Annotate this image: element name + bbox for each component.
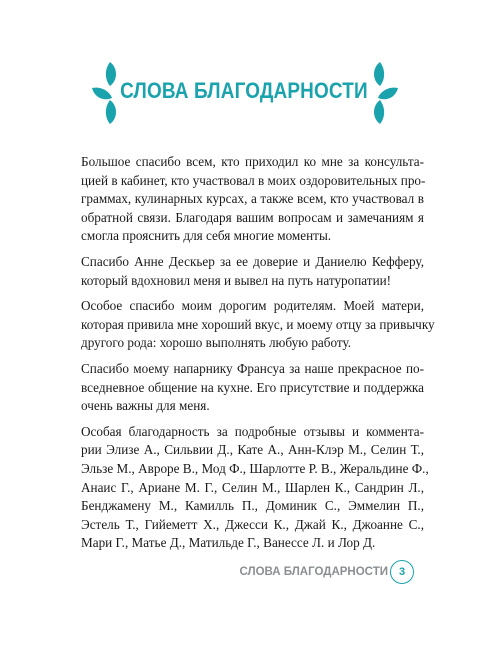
text-line: Анаис Г., Ариане М. Г., Селин М., Шарлен К., Сандрин Л.,	[81, 479, 424, 495]
paragraph	[64, 360, 424, 416]
text-line: Мари Г., Матье Д., Матильде Г., Ванессе Л. и Лор Д.	[81, 535, 376, 551]
text-line: граммах, кулинарных курсах, а также всем, кто участвовал в	[81, 191, 424, 207]
page-title: СЛОВА БЛАГОДАРНОСТИ	[120, 78, 368, 103]
text-line: который вдохновил меня и вывел на путь натуропатии!	[81, 272, 392, 288]
paragraph	[64, 297, 435, 353]
page-footer	[0, 560, 488, 590]
page-number: 3	[390, 560, 414, 584]
text-line: вседневное общение на кухне. Его присутствие и поддержка	[81, 379, 424, 395]
text-line: обратной связи. Благодаря вашим вопросам и замечаниям я	[81, 209, 424, 225]
text-line: Эстель Т., Гийеметт Х., Джесси К., Джай К., Джоанне С.,	[81, 516, 424, 532]
text-line: Эльзе М., Авроре В., Мод Ф., Шарлотте Р. В., Жеральдине Ф.,	[81, 460, 429, 476]
text-line: цией в кабинет, кто участвовал в моих оздоровительных про-	[81, 172, 426, 188]
text-line: Особое спасибо моим дорогим родителям. Моей матери,	[81, 298, 424, 314]
text-line: Бенджамену М., Камилль П., Доминик С., Эммелин П.,	[81, 498, 424, 514]
paragraph	[64, 253, 424, 290]
text-line: Большое спасибо всем, кто приходил ко мне за консульта-	[81, 154, 424, 169]
paragraph	[64, 423, 429, 553]
text-line: смогла прояснить для себя многие моменты.	[81, 228, 332, 244]
text-line: которая привила мне хороший вкус, и моему отцу за привычку	[81, 316, 435, 332]
leaf-sprig-icon	[362, 58, 402, 128]
text-line: очень важны для меня.	[81, 398, 210, 414]
paragraph	[64, 153, 424, 246]
text-line: другого рода: хорошо выполнять любую работу.	[81, 335, 352, 351]
text-line: Спасибо моему напарнику Франсуа за наше прекрасное по-	[81, 360, 424, 376]
text-line: Спасибо Анне Дескьер за ее доверие и Даниелю Кефферу,	[81, 253, 424, 269]
text-line: рии Элизе А., Сильвии Д., Кате А., Анн-Клэр М., Селин Т.,	[81, 442, 424, 458]
running-title: СЛОВА БЛАГОДАРНОСТИ	[239, 566, 388, 578]
text-line: Особая благодарность за подробные отзывы и коммента-	[81, 423, 424, 439]
acknowledgements-text	[64, 153, 435, 560]
